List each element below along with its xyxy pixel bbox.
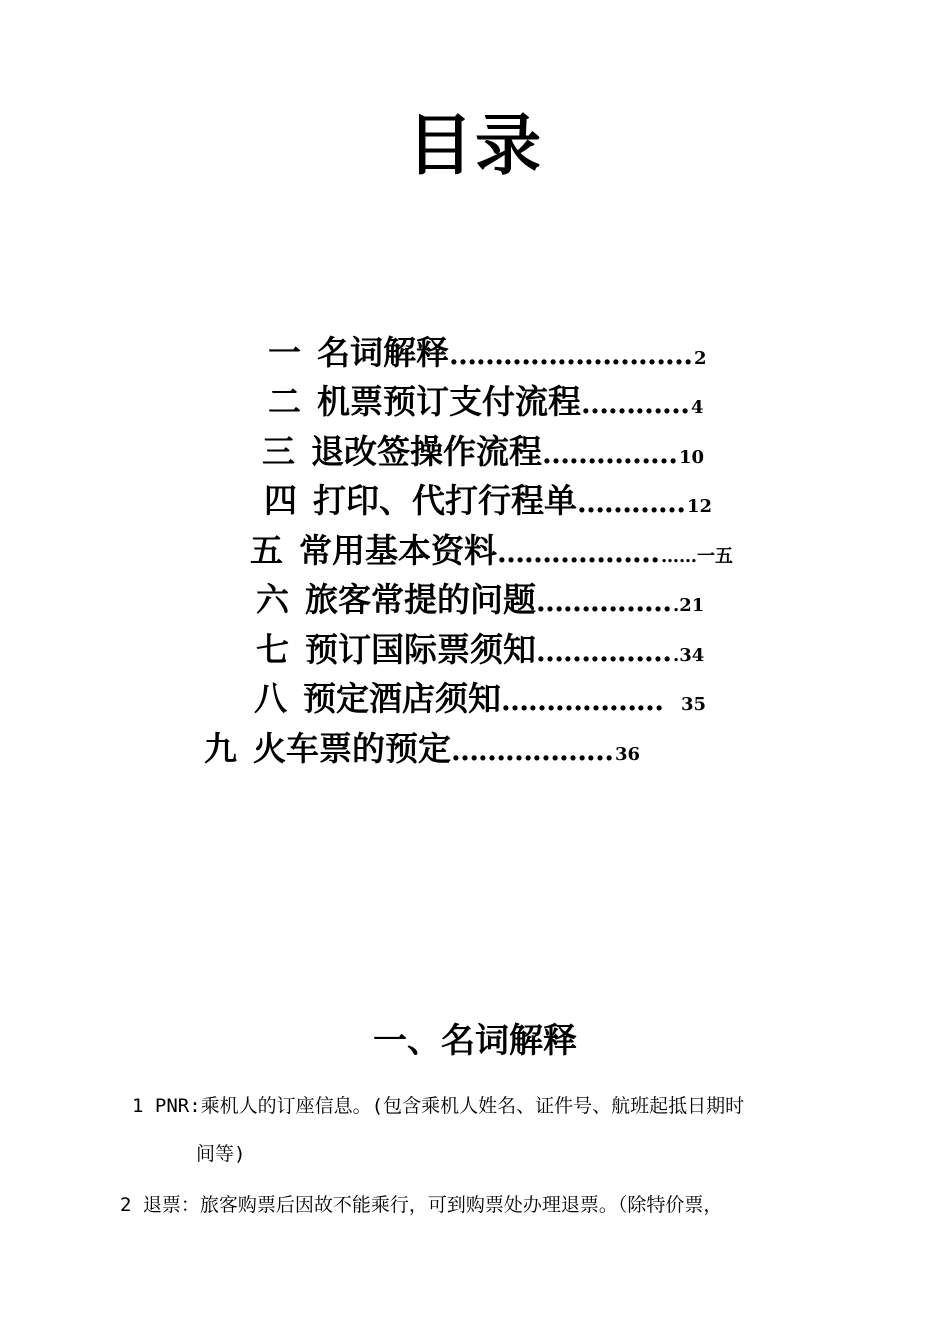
toc-page-number: 4 xyxy=(691,397,704,418)
toc-entry-4[interactable] xyxy=(264,481,713,520)
definition-item-2: 2 退票：旅客购票后因故不能乘行，可到购票处办理退票。（除特价票， xyxy=(120,1194,723,1216)
toc-title: 退改签操作流程 xyxy=(311,432,542,471)
toc-entry-9[interactable] xyxy=(204,729,641,768)
toc-entry-8[interactable] xyxy=(254,679,707,718)
toc-leader-dots: ……………… xyxy=(451,734,613,767)
toc-leader-dots: ………… xyxy=(577,486,685,519)
toc-page-number: 35 xyxy=(681,694,707,715)
toc-title: 常用基本资料 xyxy=(299,531,497,570)
toc-leader-dots: ……………………… xyxy=(449,338,692,371)
toc-entry-2[interactable] xyxy=(268,382,704,421)
definition-item-1-continuation: 间等) xyxy=(196,1143,246,1165)
toc-title: 机票预订支付流程 xyxy=(317,382,581,421)
toc-page-number: .21 xyxy=(673,595,705,616)
toc-page-number: 12 xyxy=(687,496,713,517)
toc-title: 名词解释 xyxy=(317,333,449,372)
toc-number: 四 xyxy=(264,481,297,520)
toc-page-number: .34 xyxy=(673,645,705,666)
toc-number: 六 xyxy=(256,580,289,619)
definition-item-1: 1 PNR:乘机人的订座信息。(包含乘机人姓名、证件号、航班起抵日期时 xyxy=(132,1095,745,1117)
toc-number: 七 xyxy=(256,630,289,669)
toc-number: 五 xyxy=(250,531,283,570)
page-title: 目录 xyxy=(407,106,543,184)
toc-page-number: 10 xyxy=(679,447,705,468)
toc-leader-dots: ……………… xyxy=(501,684,663,717)
toc-leader-dots: ……………… xyxy=(497,536,659,569)
toc-number: 二 xyxy=(268,382,301,421)
toc-entry-7[interactable] xyxy=(256,630,705,669)
toc-entry-5[interactable] xyxy=(250,531,733,570)
toc-title: 打印、代打行程单 xyxy=(313,481,577,520)
toc-number: 八 xyxy=(254,679,287,718)
toc-title: 预订国际票须知 xyxy=(305,630,536,669)
toc-leader-dots: ………… xyxy=(581,387,689,420)
toc-page-number: 36 xyxy=(615,744,641,765)
toc-entry-1[interactable] xyxy=(268,333,707,372)
toc-title: 预定酒店须知 xyxy=(303,679,501,718)
toc-leader-dots: …………… xyxy=(536,585,671,618)
toc-number: 九 xyxy=(204,729,237,768)
toc-page-number: 2 xyxy=(694,348,707,369)
toc-number: 三 xyxy=(262,432,295,471)
toc-leader-dots: …………… xyxy=(536,635,671,668)
toc-page-number: ……一五 xyxy=(661,546,733,567)
toc-title: 火车票的预定 xyxy=(253,729,451,768)
toc-entry-6[interactable] xyxy=(256,580,705,619)
toc-number: 一 xyxy=(268,333,301,372)
toc-title: 旅客常提的问题 xyxy=(305,580,536,619)
toc-leader-dots: …………… xyxy=(542,437,677,470)
toc-entry-3[interactable] xyxy=(262,432,705,471)
section-heading: 一、名词解释 xyxy=(373,1021,577,1061)
